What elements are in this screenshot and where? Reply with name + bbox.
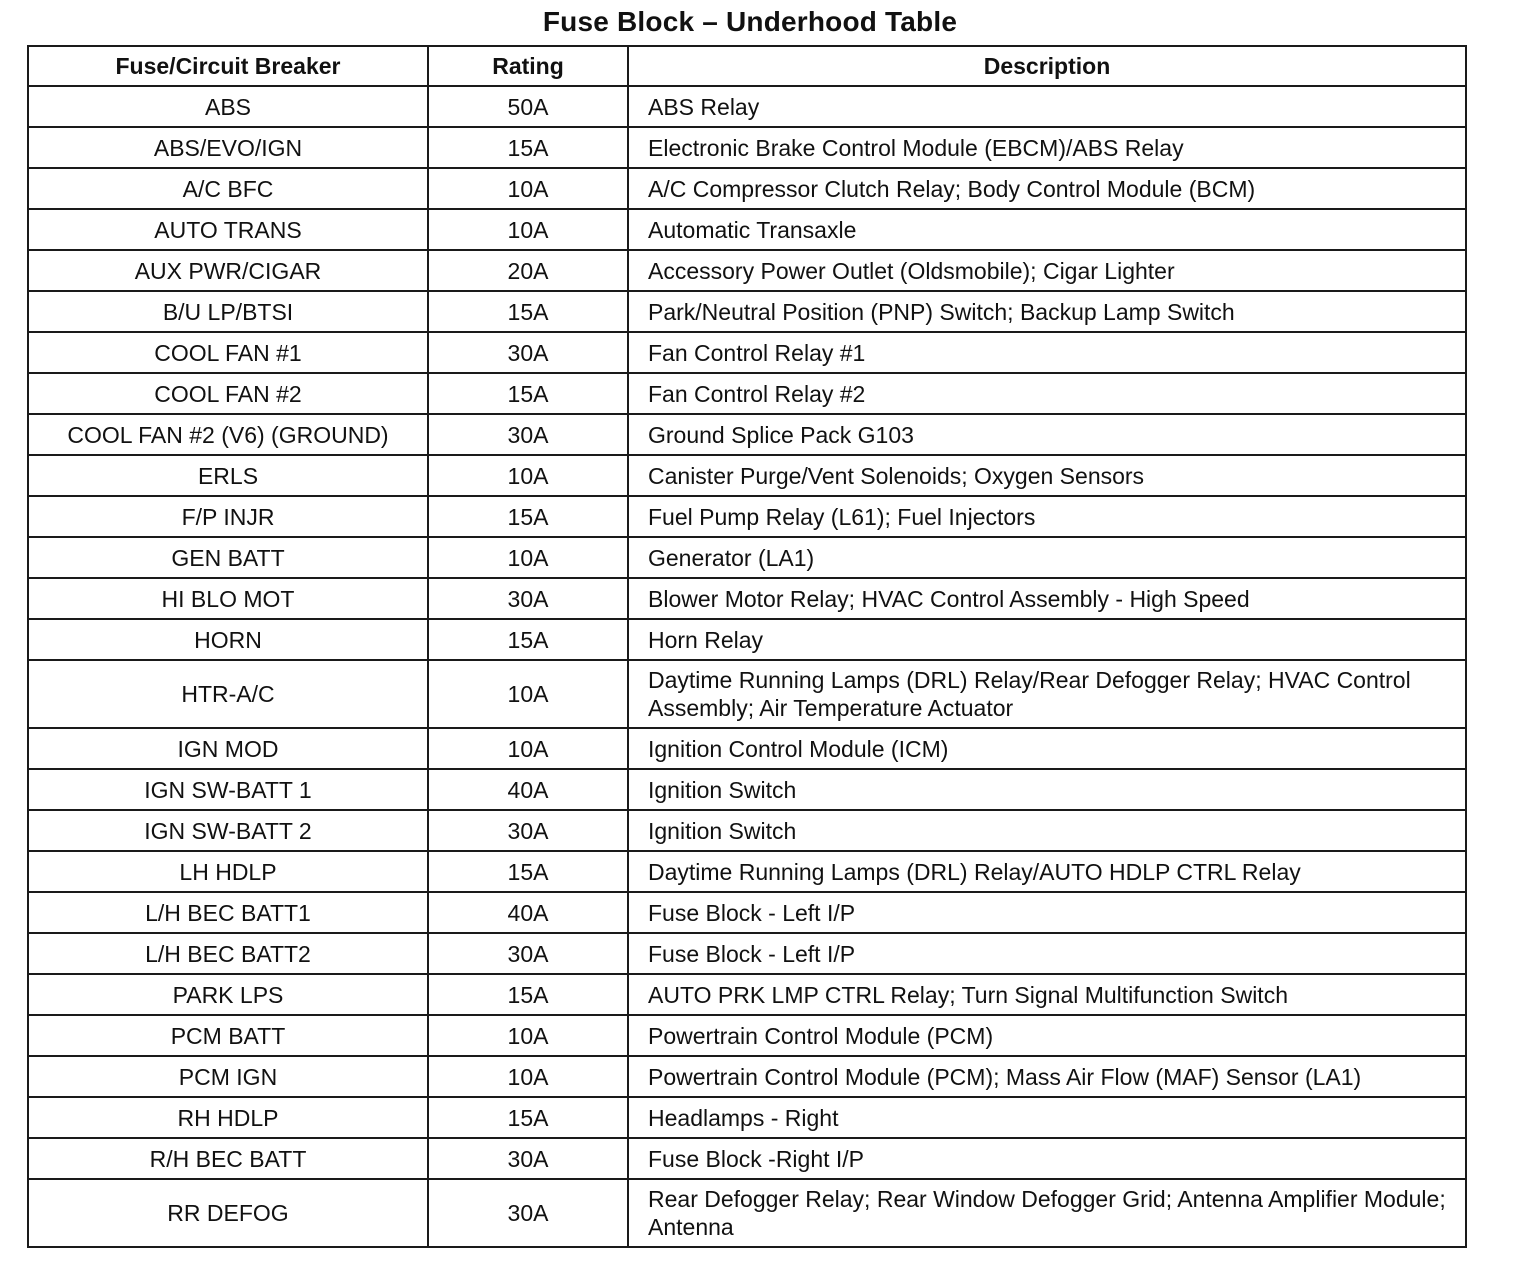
rating-cell: 10A bbox=[428, 168, 628, 209]
table-row bbox=[28, 168, 1466, 209]
description-cell: Ignition Control Module (ICM) bbox=[628, 728, 1466, 769]
description-cell: AUTO PRK LMP CTRL Relay; Turn Signal Multifunction Switch bbox=[628, 974, 1466, 1015]
description-cell: Ignition Switch bbox=[628, 769, 1466, 810]
table-row bbox=[28, 892, 1466, 933]
fuse-name-cell: HI BLO MOT bbox=[28, 578, 428, 619]
rating-cell: 15A bbox=[428, 974, 628, 1015]
page-title: Fuse Block – Underhood Table bbox=[542, 6, 958, 37]
fuse-name-cell: RR DEFOG bbox=[28, 1179, 428, 1247]
fuse-name-cell: A/C BFC bbox=[28, 168, 428, 209]
table-row bbox=[28, 578, 1466, 619]
table-row bbox=[28, 455, 1466, 496]
fuse-name-cell: IGN SW-BATT 1 bbox=[28, 769, 428, 810]
fuse-name-cell: COOL FAN #1 bbox=[28, 332, 428, 373]
table-row bbox=[28, 209, 1466, 250]
rating-cell: 30A bbox=[428, 1179, 628, 1247]
table-row bbox=[28, 1015, 1466, 1056]
description-cell: Blower Motor Relay; HVAC Control Assembly - High Speed bbox=[628, 578, 1466, 619]
description-cell: Horn Relay bbox=[628, 619, 1466, 660]
rating-cell: 10A bbox=[428, 537, 628, 578]
rating-cell: 30A bbox=[428, 810, 628, 851]
description-cell: Automatic Transaxle bbox=[628, 209, 1466, 250]
table-row bbox=[28, 496, 1466, 537]
description-cell: Headlamps - Right bbox=[628, 1097, 1466, 1138]
description-cell: Fuel Pump Relay (L61); Fuel Injectors bbox=[628, 496, 1466, 537]
description-cell: Park/Neutral Position (PNP) Switch; Backup Lamp Switch bbox=[628, 291, 1466, 332]
fuse-name-cell: IGN MOD bbox=[28, 728, 428, 769]
rating-cell: 10A bbox=[428, 209, 628, 250]
fuse-name-cell: LH HDLP bbox=[28, 851, 428, 892]
description-cell: Fuse Block - Left I/P bbox=[628, 933, 1466, 974]
description-cell: Fuse Block - Left I/P bbox=[628, 892, 1466, 933]
rating-cell: 10A bbox=[428, 1056, 628, 1097]
rating-cell: 15A bbox=[428, 1097, 628, 1138]
table-row bbox=[28, 728, 1466, 769]
rating-cell: 50A bbox=[428, 86, 628, 127]
description-cell: Ground Splice Pack G103 bbox=[628, 414, 1466, 455]
table-row bbox=[28, 332, 1466, 373]
rating-cell: 30A bbox=[428, 1138, 628, 1179]
fuse-name-cell: R/H BEC BATT bbox=[28, 1138, 428, 1179]
rating-cell: 10A bbox=[428, 1015, 628, 1056]
fuse-table bbox=[27, 45, 1467, 1248]
table-row bbox=[28, 1056, 1466, 1097]
table-row bbox=[28, 291, 1466, 332]
fuse-name-cell: L/H BEC BATT2 bbox=[28, 933, 428, 974]
description-cell: Rear Defogger Relay; Rear Window Defogger Grid; Antenna Amplifier Module; Antenna bbox=[628, 1179, 1466, 1247]
fuse-name-cell: PCM IGN bbox=[28, 1056, 428, 1097]
fuse-name-cell: HORN bbox=[28, 619, 428, 660]
rating-cell: 15A bbox=[428, 291, 628, 332]
rating-cell: 10A bbox=[428, 660, 628, 728]
rating-cell: 40A bbox=[428, 892, 628, 933]
rating-cell: 15A bbox=[428, 619, 628, 660]
description-cell: Daytime Running Lamps (DRL) Relay/Rear Defogger Relay; HVAC Control Assembly; Air Temperature Actuator bbox=[628, 660, 1466, 728]
description-cell: Powertrain Control Module (PCM); Mass Air Flow (MAF) Sensor (LA1) bbox=[628, 1056, 1466, 1097]
description-cell: A/C Compressor Clutch Relay; Body Control Module (BCM) bbox=[628, 168, 1466, 209]
table-header-row bbox=[28, 46, 1466, 86]
rating-cell: 30A bbox=[428, 332, 628, 373]
rating-cell: 15A bbox=[428, 127, 628, 168]
fuse-name-cell: PCM BATT bbox=[28, 1015, 428, 1056]
table-row bbox=[28, 537, 1466, 578]
rating-cell: 30A bbox=[428, 933, 628, 974]
fuse-name-cell: ABS bbox=[28, 86, 428, 127]
rating-cell: 30A bbox=[428, 578, 628, 619]
description-cell: Electronic Brake Control Module (EBCM)/ABS Relay bbox=[628, 127, 1466, 168]
fuse-name-cell: RH HDLP bbox=[28, 1097, 428, 1138]
table-row bbox=[28, 1138, 1466, 1179]
table-row bbox=[28, 373, 1466, 414]
fuse-name-cell: COOL FAN #2 (V6) (GROUND) bbox=[28, 414, 428, 455]
rating-cell: 10A bbox=[428, 455, 628, 496]
table-row bbox=[28, 127, 1466, 168]
table-row bbox=[28, 414, 1466, 455]
description-cell: ABS Relay bbox=[628, 86, 1466, 127]
fuse-name-cell: GEN BATT bbox=[28, 537, 428, 578]
fuse-name-cell: PARK LPS bbox=[28, 974, 428, 1015]
table-row bbox=[28, 1097, 1466, 1138]
table-row bbox=[28, 933, 1466, 974]
table-row bbox=[28, 1179, 1466, 1247]
table-row bbox=[28, 619, 1466, 660]
rating-cell: 15A bbox=[428, 496, 628, 537]
column-header-fuse: Fuse/Circuit Breaker bbox=[28, 46, 428, 86]
fuse-name-cell: COOL FAN #2 bbox=[28, 373, 428, 414]
description-cell: Accessory Power Outlet (Oldsmobile); Cigar Lighter bbox=[628, 250, 1466, 291]
fuse-name-cell: F/P INJR bbox=[28, 496, 428, 537]
fuse-name-cell: ABS/EVO/IGN bbox=[28, 127, 428, 168]
table-row bbox=[28, 851, 1466, 892]
fuse-name-cell: ERLS bbox=[28, 455, 428, 496]
fuse-name-cell: AUX PWR/CIGAR bbox=[28, 250, 428, 291]
table-row bbox=[28, 86, 1466, 127]
fuse-name-cell: HTR-A/C bbox=[28, 660, 428, 728]
description-cell: Generator (LA1) bbox=[628, 537, 1466, 578]
rating-cell: 10A bbox=[428, 728, 628, 769]
fuse-name-cell: IGN SW-BATT 2 bbox=[28, 810, 428, 851]
table-row bbox=[28, 810, 1466, 851]
table-row bbox=[28, 769, 1466, 810]
fuse-name-cell: B/U LP/BTSI bbox=[28, 291, 428, 332]
rating-cell: 30A bbox=[428, 414, 628, 455]
fuse-name-cell: AUTO TRANS bbox=[28, 209, 428, 250]
description-cell: Fan Control Relay #1 bbox=[628, 332, 1466, 373]
description-cell: Fan Control Relay #2 bbox=[628, 373, 1466, 414]
description-cell: Daytime Running Lamps (DRL) Relay/AUTO HDLP CTRL Relay bbox=[628, 851, 1466, 892]
column-header-rating: Rating bbox=[428, 46, 628, 86]
rating-cell: 15A bbox=[428, 851, 628, 892]
description-cell: Powertrain Control Module (PCM) bbox=[628, 1015, 1466, 1056]
column-header-description: Description bbox=[628, 46, 1466, 86]
fuse-name-cell: L/H BEC BATT1 bbox=[28, 892, 428, 933]
description-cell: Fuse Block -Right I/P bbox=[628, 1138, 1466, 1179]
table-row bbox=[28, 660, 1466, 728]
table-row bbox=[28, 250, 1466, 291]
rating-cell: 20A bbox=[428, 250, 628, 291]
table-row bbox=[28, 974, 1466, 1015]
rating-cell: 15A bbox=[428, 373, 628, 414]
rating-cell: 40A bbox=[428, 769, 628, 810]
description-cell: Ignition Switch bbox=[628, 810, 1466, 851]
description-cell: Canister Purge/Vent Solenoids; Oxygen Sensors bbox=[628, 455, 1466, 496]
